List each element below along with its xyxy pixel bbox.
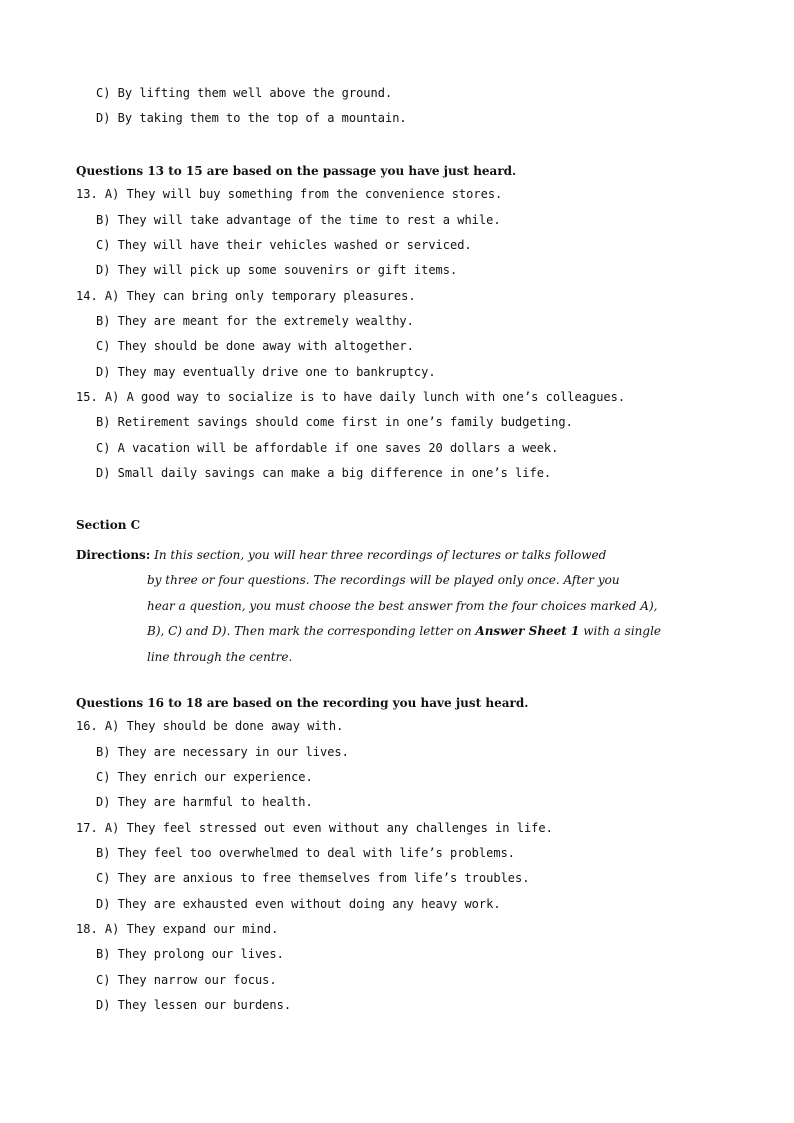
question-number: 18. xyxy=(76,922,98,936)
question-14-option-c: C) They should be done away with altogether. xyxy=(96,339,414,353)
question-18-option-d: D) They lessen our burdens. xyxy=(96,998,292,1012)
question-13-option-b: B) They will take advantage of the time to rest a while. xyxy=(96,213,501,227)
question-16-option-a xyxy=(76,719,343,734)
directions-line-4-start: B), C) and D). Then mark the corresponding letter on xyxy=(147,624,472,639)
option-text: A) They feel stressed out even without any challenges in life. xyxy=(104,821,553,835)
question-16-option-d: D) They are harmful to health. xyxy=(96,795,313,809)
question-15-option-c: C) A vacation will be affordable if one saves 20 dollars a week. xyxy=(96,441,559,455)
question-number: 16. xyxy=(76,719,98,733)
question-13-option-d: D) They will pick up some souvenirs or gift items. xyxy=(96,263,458,277)
option-text: A) They expand our mind. xyxy=(104,922,279,936)
directions-label: Directions: xyxy=(76,548,151,562)
option-text: A) They should be done away with. xyxy=(104,719,344,733)
option-text: A) They can bring only temporary pleasures. xyxy=(104,289,416,303)
directions-line-5: line through the centre. xyxy=(147,649,293,664)
directions-block xyxy=(76,543,721,670)
answer-sheet-reference: Answer Sheet 1 xyxy=(475,624,580,639)
question-16-option-b: B) They are necessary in our lives. xyxy=(96,745,349,759)
question-18-option-c: C) They narrow our focus. xyxy=(96,973,277,987)
directions-line-4 xyxy=(76,619,721,644)
directions-line-1: In this section, you will hear three recordings of lectures or talks followed xyxy=(154,548,607,562)
question-14-option-a xyxy=(76,289,416,304)
question-13-option-a xyxy=(76,187,502,202)
section-title: Section C xyxy=(76,518,141,532)
directions-line-2: by three or four questions. The recordings will be played only once. After you xyxy=(147,573,620,588)
question-group-heading: Questions 16 to 18 are based on the recording you have just heard. xyxy=(76,696,529,710)
question-group-heading: Questions 13 to 15 are based on the passage you have just heard. xyxy=(76,164,517,178)
option-c-prev: C) By lifting them well above the ground. xyxy=(96,86,393,100)
question-16-option-c: C) They enrich our experience. xyxy=(96,770,313,784)
question-number: 15. xyxy=(76,390,98,404)
option-text: A) They will buy something from the convenience stores. xyxy=(104,187,503,201)
question-15-option-d: D) Small daily savings can make a big difference in one’s life. xyxy=(96,466,552,480)
question-number: 17. xyxy=(76,821,98,835)
question-18-option-a xyxy=(76,922,278,937)
question-17-option-b: B) They feel too overwhelmed to deal with life’s problems. xyxy=(96,846,516,860)
question-17-option-d: D) They are exhausted even without doing any heavy work. xyxy=(96,897,501,911)
question-number: 14. xyxy=(76,289,98,303)
question-15-option-a xyxy=(76,390,625,405)
option-text: A) A good way to socialize is to have daily lunch with one’s colleagues. xyxy=(104,390,626,404)
directions-line-4-end: with a single xyxy=(583,624,662,639)
question-17-option-a xyxy=(76,821,553,836)
question-14-option-b: B) They are meant for the extremely wealthy. xyxy=(96,314,414,328)
question-17-option-c: C) They are anxious to free themselves from life’s troubles. xyxy=(96,871,530,885)
question-13-option-c: C) They will have their vehicles washed or serviced. xyxy=(96,238,472,252)
question-18-option-b: B) They prolong our lives. xyxy=(96,947,284,961)
question-number: 13. xyxy=(76,187,98,201)
question-14-option-d: D) They may eventually drive one to bankruptcy. xyxy=(96,365,436,379)
directions-line-3: hear a question, you must choose the best answer from the four choices marked A), xyxy=(147,598,658,613)
question-15-option-b: B) Retirement savings should come first in one’s family budgeting. xyxy=(96,415,573,429)
option-d-prev: D) By taking them to the top of a mountain. xyxy=(96,111,407,125)
